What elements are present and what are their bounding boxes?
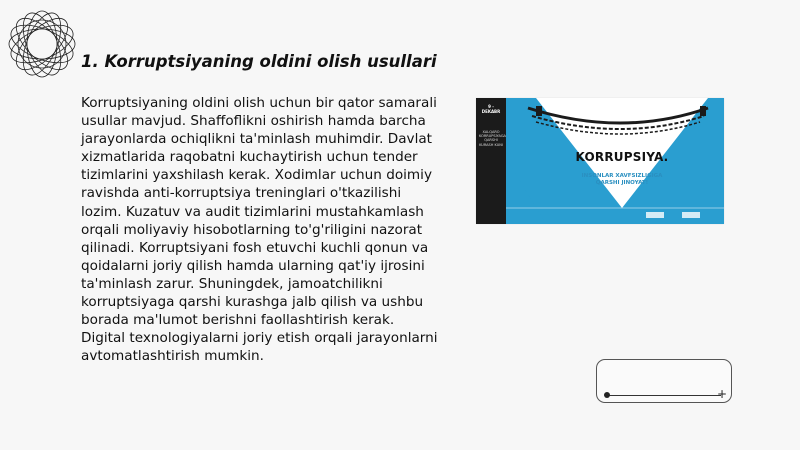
anti-corruption-poster-image [476, 98, 724, 224]
record-dot-icon[interactable] [604, 392, 610, 398]
decorative-circle-logo [4, 6, 80, 82]
media-player-control[interactable] [596, 359, 732, 403]
poster-subline: INSONLAR XAVFSIZLIGIGA QARSHI JINOYAT! [581, 173, 663, 186]
poster-headline: KORRUPSIYA. [575, 150, 669, 164]
poster-side-date: 9 - DEKABR [481, 104, 501, 114]
poster-side-caption: XALQARO KORRUPSIYAGA QARSHI KURASH KUNI [479, 130, 506, 147]
poster-side-panel [476, 98, 506, 224]
slide-body-text: Korruptsiyaning oldini olish uchun bir qator samarali usullar mavjud. Shaffoflikni oshirish hamda barcha jarayonlarda ochiqlikni ta'minlash muhimdir. Davlat xizmatlarida raqobatni kuchaytirish uchun tender tizimlarini yaxshilash kerak. Xodimlar uchun doimiy ravishda anti-korruptsiya treninglari o'tkazilishi lozim. Kuzatuv va audit tizimlarini mustahkamlash orqali moliyaviy hisobotlarning to'g'riligini nazorat qilinadi. Korruptsiyani fosh etuvchi kuchli qonun va qoidalarni joriy qilish hamda ularning qat'iy ijrosini ta'minlash zarur. Shuningdek, jamoatchilikni korruptsiyaga qarshi kurashga jalb qilish va ushbu borada ma'lumot berishni faollashtirish kerak. Digital texnologiyalarni joriy etish orqali jarayonlarni avtomatlashtirish mumkin. [81, 95, 438, 365]
slide-title: 1. Korruptsiyaning oldini olish usullari [81, 52, 437, 71]
plus-marker-icon[interactable]: + [717, 387, 728, 401]
media-progress-track[interactable] [609, 395, 721, 396]
